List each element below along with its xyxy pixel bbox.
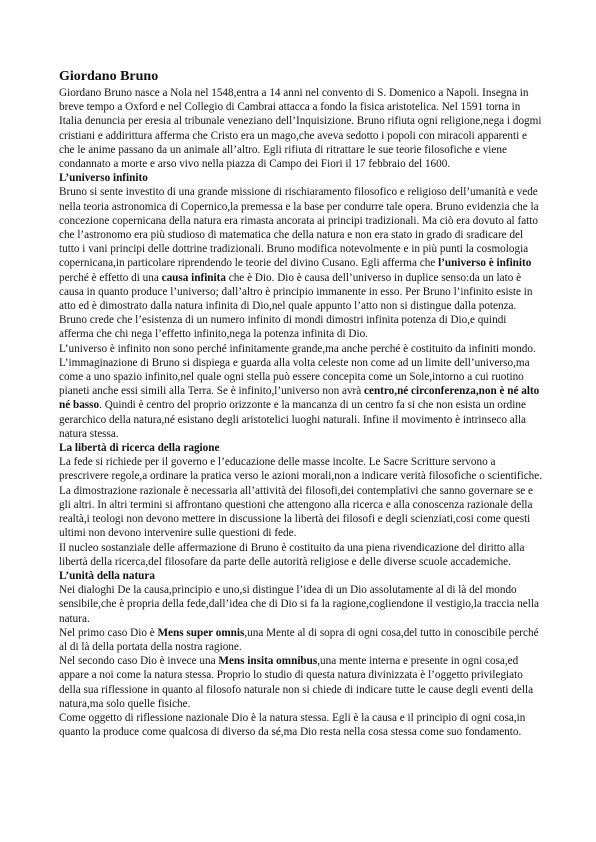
document-body [59, 86, 542, 739]
section [59, 569, 542, 739]
paragraph: La fede si richiede per il governo e l’educazione delle masse incolte. Le Sacre Scritture servono a prescrivere regole,a ordinare la pratica verso le azioni morali,non a indicare verità filosofiche o scientifiche. La dimostrazione razionale è necessaria all’attività dei filosofi,dei contemplativi che sanno governare se e gli altri. In altri termini si affrontano questioni che attengono alla ricerca e alla conoscenza razionale della realtà,i teologi non devono mettere in discussione la libertà dei filosofi e degli scienziati,cosi come questi ultimi non devono intervenire sulle questioni di fede. [59, 456, 543, 540]
section-heading: L’unità della natura [59, 569, 155, 582]
paragraph: Nel primo caso Dio è Mens super omnis,una Mente al di sopra di ogni cosa,del tutto in conoscibile perché al di là della portata della nostra ragione. [59, 626, 539, 653]
document-page [59, 68, 542, 739]
bold-term: Mens insita omnibus [218, 655, 318, 668]
paragraph: L’universo è infinito non sono perché infinitamente grande,ma anche perché è costituito da infiniti mondo. L’immaginazione di Bruno si dispiega e guarda alla volta celeste non come ad un limite dell’universo,ma come a uno spazio infinito,nel quale ogni stella può essere concepita come un Sole,intorno a cui ruotino pianeti anche essi simili alla Terra. Se è infinito,l’universo non avrà centro,né circonferenza,non è né alto né basso. Quindi è centro del proprio orizzonte e la mancanza di un centro fa si che non esista un ordine gerarchico della natura,né esistano degli aristotelici luoghi naturali. Infine il movimento è intrinseco alla natura stessa. [59, 342, 540, 440]
section [59, 171, 542, 441]
bold-term: causa infinita [161, 271, 226, 284]
bold-term: l’universo è infinito [438, 257, 532, 270]
section-heading: La libertà di ricerca della ragione [59, 442, 220, 455]
paragraph: Come oggetto di riflessione nazionale Dio è la natura stessa. Egli è la causa e il principio di ogni cosa,in quanto la produce come qualcosa di diverso da sé,ma Dio resta nella cosa stessa come suo fondamento. [59, 711, 526, 739]
paragraph: Giordano Bruno nasce a Nola nel 1548,entra a 14 anni nel convento di S. Domenico a Napoli. Insegna in breve tempo a Oxford e nel Collegio di Cambrai attacca a fondo la fisica aristotelica. Nel 1591 torna in Italia denuncia per eresia al tribunale veneziano dell’Inquisizione. Bruno rifiuta ogni religione,nega i dogmi cristiani e addirittura afferma che Cristo era un mago,che aveva sedotto i popoli con miracoli apparenti e che le anime passano da un animale all’altro. Egli rifiuta di ritrattare le sue teorie filosofiche e viene condannato a morte e arso vivo nella piazza di Campo dei Fiori il 17 febbraio del 1600. [59, 87, 542, 171]
bold-term: centro,né circonferenza,non è né alto né basso [59, 385, 540, 412]
document-title: Giordano Bruno [59, 69, 159, 84]
bold-term: Mens super omnis [157, 626, 245, 639]
paragraph: Nel secondo caso Dio è invece una Mens insita omnibus,una mente interna e presente in ogni cosa,ed appare a noi come la natura stessa. Proprio lo studio di questa natura divinizzata è l’oggetto privilegiato della sua riflessione in quanto al filosofo naturale non si chiede di indicare tutte le cause degli eventi della natura,ma solo quelle fisiche. [59, 655, 534, 710]
paragraph: Il nucleo sostanziale delle affermazione di Bruno è costituito da una piena rivendicazione del diritto alla libertà della ricerca,del filosofare da parte delle autorità religiose e delle diverse scuole accademiche. [59, 541, 525, 568]
section [59, 86, 542, 171]
section-heading: L’universo infinito [59, 172, 148, 185]
paragraph: Bruno si sente investito di una grande missione di rischiaramento filosofico e religioso dell’umanità e vede nella teoria astronomica di Copernico,la premessa e la base per condurre tale opera. Bruno evidenzia che la concezione copernicana della natura era rimasta ancorata ai principi tradizionali. Ma ciò era dovuto al fatto che l’astronomo era più studioso di matematica che della natura e non era stato in grado di sradicare del tutto i vani principi delle dottrine tradizionali. Bruno modifica notevolmente e in più punti la cosmologia copernicana,in particolare riprendendo le teorie del divino Cusano. Egli afferma che l’universo è infinito perché è effetto di una causa infinita che è Dio. Dio è causa dell’universo in duplice senso:da un lato è causa in quanto produce l’universo; dall’altro è principio immanente in esso. Per Bruno l’infinito esiste in atto ed è dimostrato dalla natura infinita di Dio,nel quale appunto l’atto non si distingue dalla potenza. Bruno crede che l’esistenza di un numero infinito di mondi dimostri infinita potenza di Dio,e quindi afferma che chi nega l’effetto infinito,nega la potenza infinita di Dio. [59, 186, 539, 341]
section [59, 441, 542, 569]
paragraph: Nei dialoghi De la causa,principio e uno,si distingue l’idea di un Dio assolutamente al di là del mondo sensibile,che è propria della fede,dall’idea che di Dio si fa la ragione,cogliendone il vestigio,la traccia nella natura. [59, 584, 539, 625]
